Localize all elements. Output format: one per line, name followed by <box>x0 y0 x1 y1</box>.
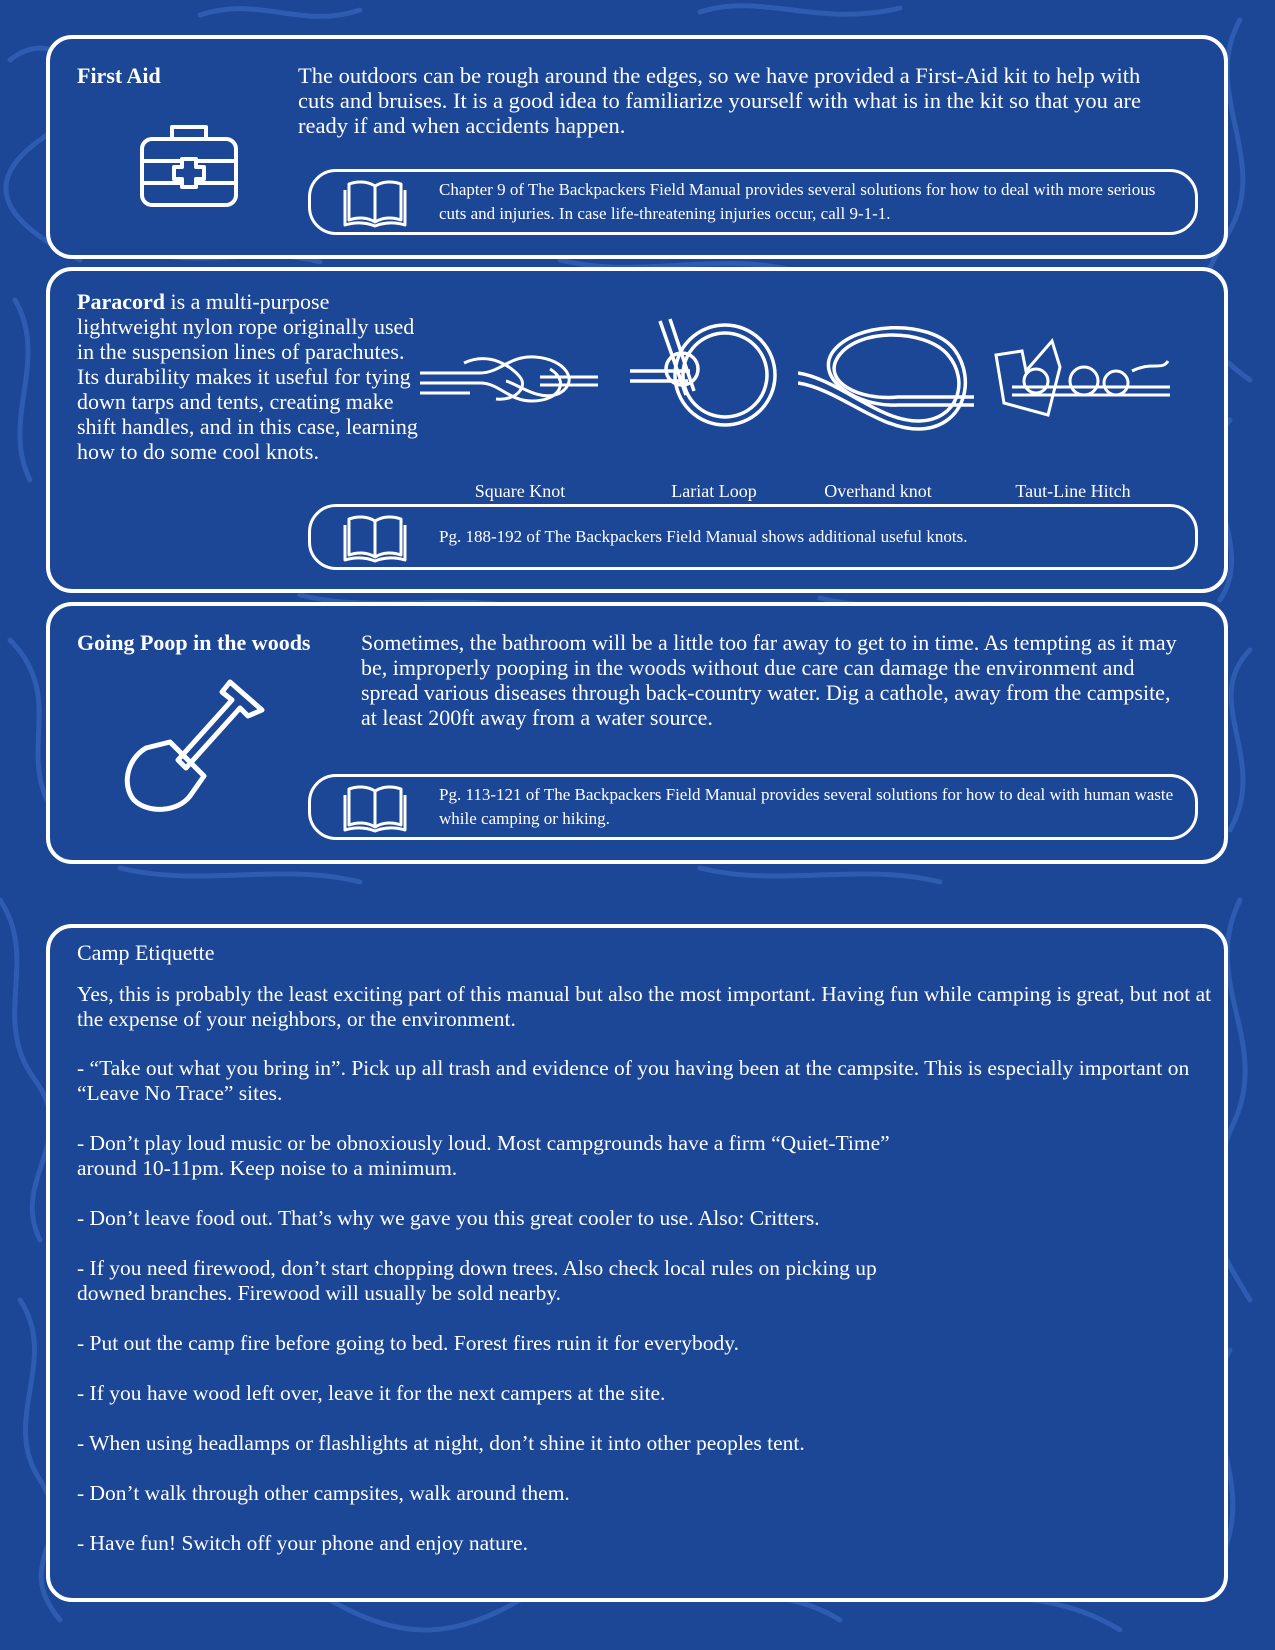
poop-reference-text: Pg. 113-121 of The Backpackers Field Manual provides several solutions for how to deal with human waste while camping or hiking. <box>439 785 1174 828</box>
poop-reference-box <box>308 774 1198 840</box>
knot-label-lariat: Lariat Loop <box>671 481 757 501</box>
etiquette-card <box>46 924 1228 1602</box>
etiquette-item: - If you need firewood, don’t start chopping down trees. Also check local rules on picking up downed branches. Firewood will usually be sold nearby. <box>77 1256 877 1305</box>
etiquette-item: - Don’t leave food out. That’s why we gave you this great cooler to use. Also: Critters. <box>77 1206 820 1230</box>
first-aid-card <box>46 35 1228 259</box>
taut-line-hitch-icon <box>992 331 1172 421</box>
etiquette-item: - Don’t play loud music or be obnoxiously loud. Most campgrounds have a firm “Quiet-Time” around 10-11pm. Keep noise to a minimum. <box>77 1131 890 1180</box>
first-aid-text: The outdoors can be rough around the edges, so we have provided a First-Aid kit to help with cuts and bruises. It is a good idea to familiarize yourself with what is in the kit so that you are ready if and when accidents happen. <box>298 63 1141 138</box>
poop-heading: Going Poop in the woods <box>77 630 311 655</box>
paracord-heading: Paracord <box>77 289 165 314</box>
etiquette-heading: Camp Etiquette <box>77 940 215 965</box>
etiquette-intro: Yes, this is probably the least exciting part of this manual but also the most important. Having fun while camping is great, but not at the expense of your neighbors, or the environment. <box>77 982 1212 1031</box>
first-aid-reference-text: Chapter 9 of The Backpackers Field Manual provides several solutions for how to deal with more serious cuts and injuries. In case life-threatening injuries occur, call 9-1-1. <box>439 180 1156 223</box>
etiquette-item: - If you have wood left over, leave it for the next campers at the site. <box>77 1381 666 1405</box>
paracord-text <box>77 289 423 464</box>
book-icon <box>343 513 407 563</box>
knot-label-taut-line: Taut-Line Hitch <box>1015 481 1131 501</box>
shovel-icon <box>122 672 272 818</box>
square-knot-icon <box>420 341 600 421</box>
poop-card <box>46 602 1228 864</box>
paracord-card <box>46 267 1228 593</box>
paracord-reference-box <box>308 504 1198 570</box>
book-icon <box>343 783 407 833</box>
overhand-knot-icon <box>798 321 974 437</box>
etiquette-item: - Have fun! Switch off your phone and enjoy nature. <box>77 1531 528 1555</box>
paracord-reference-text: Pg. 188-192 of The Backpackers Field Manual shows additional useful knots. <box>439 527 968 546</box>
etiquette-item: - When using headlamps or flashlights at night, don’t shine it into other peoples tent. <box>77 1431 805 1455</box>
etiquette-item: - “Take out what you bring in”. Pick up all trash and evidence of you having been at the campsite. This is especially important on “Leave No Trace” sites. <box>77 1056 1190 1105</box>
first-aid-heading: First Aid <box>77 63 161 88</box>
knot-label-square: Square Knot <box>474 481 566 501</box>
knot-label-overhand: Overhand knot <box>824 481 932 501</box>
lariat-loop-icon <box>630 315 790 435</box>
first-aid-kit-icon <box>138 119 240 209</box>
poop-text: Sometimes, the bathroom will be a little too far away to get to in time. As tempting as it may be, improperly pooping in the woods without due care can damage the environment and spread various diseases through back-country water. Dig a cathole, away from the campsite, at least 200ft away from a water source. <box>361 630 1177 730</box>
first-aid-reference-box <box>308 169 1198 235</box>
paracord-description: is a multi-purpose lightweight nylon rope originally used in the suspension lines of parachutes. Its durability makes it useful for tying down tarps and tents, creating make shift handles, and in this case, learning how to do some cool knots. <box>77 289 418 464</box>
etiquette-item: - Don’t walk through other campsites, walk around them. <box>77 1481 570 1505</box>
book-icon <box>343 178 407 228</box>
etiquette-item: - Put out the camp fire before going to bed. Forest fires ruin it for everybody. <box>77 1331 739 1355</box>
